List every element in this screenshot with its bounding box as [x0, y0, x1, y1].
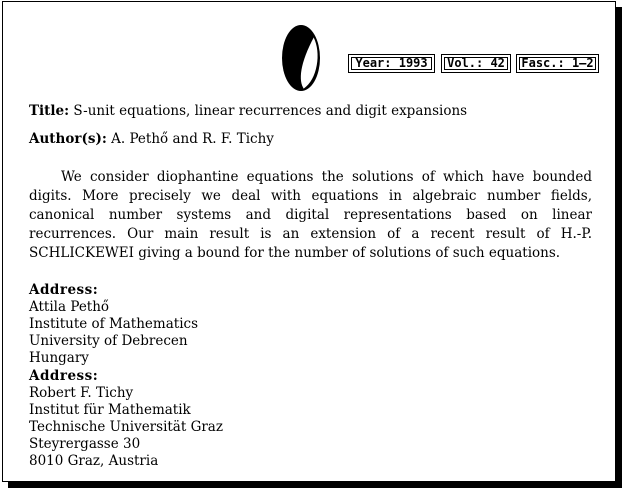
address-label: Address:: [29, 282, 99, 298]
address-line: 8010 Graz, Austria: [29, 453, 159, 469]
address-label: Address:: [29, 368, 99, 384]
paper-title: S-unit equations, linear recurrences and digit expansions: [73, 103, 468, 119]
address-line: Institute of Mathematics: [29, 316, 199, 332]
title-line: [29, 103, 467, 119]
address-block-1: [29, 282, 198, 367]
year-badge: Year: 1993: [348, 54, 435, 73]
address-line: Hungary: [29, 350, 89, 366]
paper-page: [2, 1, 616, 482]
abstract: [29, 168, 592, 263]
address-line: Technische Universität Graz: [29, 419, 223, 435]
authors-line: [29, 131, 274, 147]
journal-logo: [280, 23, 322, 93]
author-names: A. Pethő and R. F. Tichy: [111, 131, 274, 147]
address-line: Attila Pethő: [29, 299, 110, 315]
address-line: Steyrergasse 30: [29, 436, 141, 452]
address-line: Robert F. Tichy: [29, 385, 134, 401]
volume-badge: Vol.: 42: [441, 54, 511, 73]
address-block-2: [29, 368, 223, 470]
address-line: University of Debrecen: [29, 333, 188, 349]
abstract-text: We consider diophantine equations the solutions of which have bounded digits. More precisely we deal with equations in algebraic number fields, canonical number systems and digital representations based on linear recurrences. Our main result is an extension of a recent result of H.-P. SCHLICKEWEI giving a bound for the number of solutions of such equations.: [29, 169, 592, 261]
authors-label: Author(s):: [29, 131, 107, 147]
title-label: Title:: [29, 103, 70, 119]
fascicle-badge: Fasc.: 1–2: [516, 54, 599, 73]
address-line: Institut für Mathematik: [29, 402, 191, 418]
